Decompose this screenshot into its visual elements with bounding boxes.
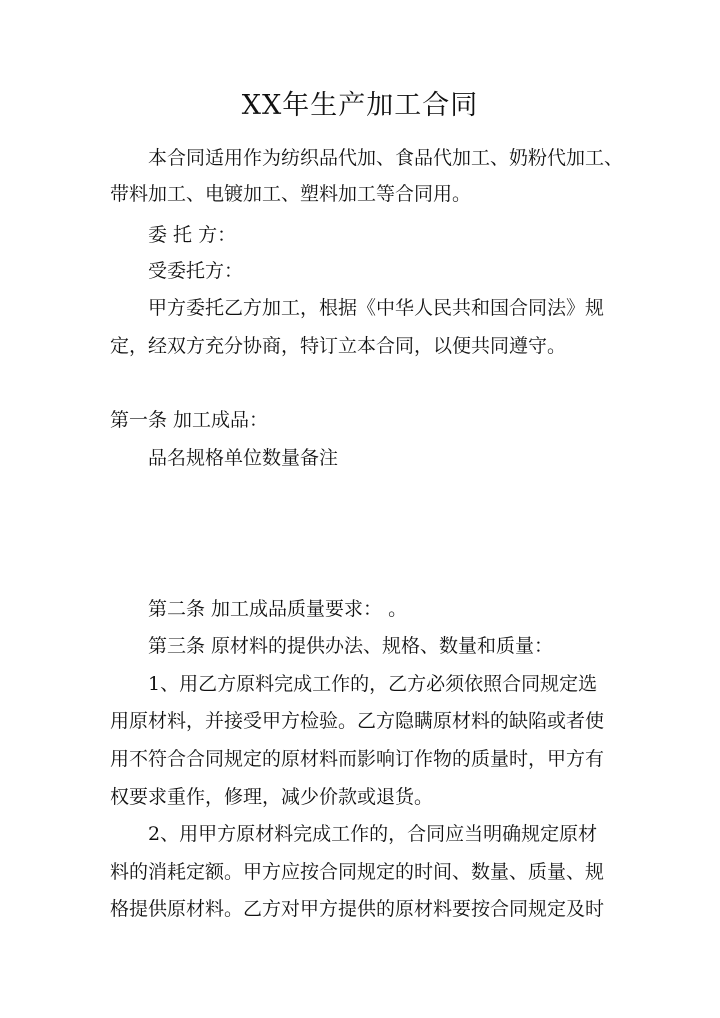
article-3-item-2-line-3: 格提供原材料。乙方对甲方提供的原材料要按合同规定及时 [110, 898, 605, 920]
article-1-heading: 第一条 加工成品： [110, 409, 269, 431]
article-3-item-2-line-2: 料的消耗定额。甲方应按合同规定的时间、数量、质量、规 [110, 861, 605, 883]
preamble-line-2: 定，经双方充分协商，特订立本合同，以便共同遵守。 [110, 335, 567, 357]
article-1-table-header: 品名规格单位数量备注 [148, 447, 339, 469]
entrusting-party-label: 委 托 方： [148, 224, 237, 246]
article-3-item-1-line-2: 用原材料，并接受甲方检验。乙方隐瞒原材料的缺陷或者使 [110, 710, 605, 732]
article-3-item-2-line-1: 2、用甲方原材料完成工作的，合同应当明确规定原材 [148, 823, 598, 845]
document-title: XX年生产加工合同 [241, 90, 479, 121]
article-3-heading: 第三条 原材料的提供办法、规格、数量和质量： [148, 635, 554, 657]
article-3-item-1-line-1: 1、用乙方原料完成工作的，乙方必须依照合同规定选 [148, 673, 598, 695]
article-3-item-1-line-3: 用不符合合同规定的原材料而影响订作物的质量时，甲方有 [110, 748, 605, 770]
article-2-heading: 第二条 加工成品质量要求： 。 [148, 598, 408, 620]
preamble-line-1: 甲方委托乙方加工，根据《中华人民共和国合同法》规 [148, 297, 605, 319]
intro-line-2: 带料加工、电镀加工、塑料加工等合同用。 [110, 183, 472, 205]
intro-line-1: 本合同适用作为纺织品代加、食品代加工、奶粉代加工、 [148, 147, 624, 169]
article-3-item-1-line-4: 权要求重作，修理，减少价款或退货。 [110, 786, 434, 808]
entrusted-party-label: 受委托方： [148, 260, 244, 282]
